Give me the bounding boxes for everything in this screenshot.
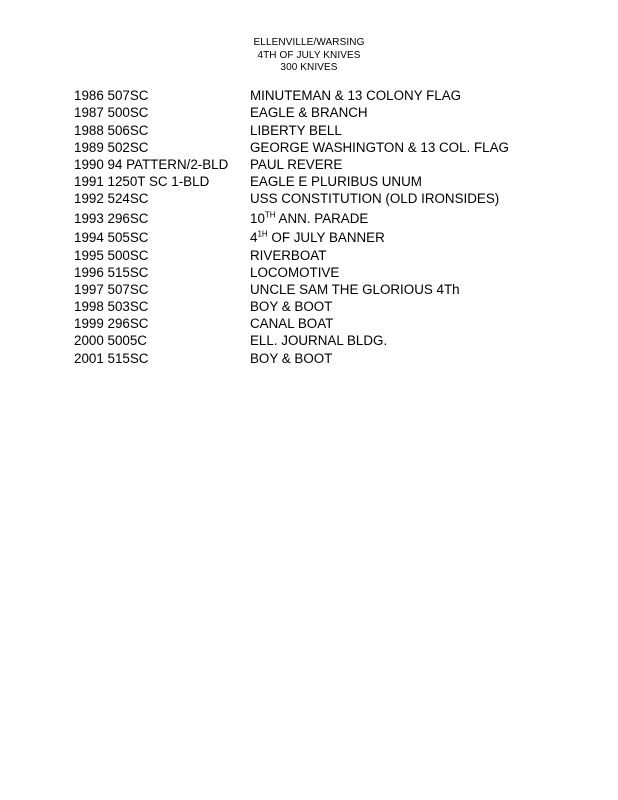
year-model: 1995 500SC: [74, 247, 149, 263]
knife-description: GEORGE WASHINGTON & 13 COL. FLAG: [250, 139, 509, 155]
list-item: [0, 331, 618, 348]
year-model: 1994 505SC: [74, 230, 149, 246]
year-model: 1996 515SC: [74, 264, 149, 280]
list-item: [0, 263, 618, 280]
description-number: 10: [250, 210, 265, 226]
year-model: 1998 503SC: [74, 299, 149, 315]
knife-description: EAGLE & BRANCH: [250, 105, 368, 121]
knife-list: [0, 86, 618, 366]
list-item: [0, 297, 618, 314]
year-model: 1997 507SC: [74, 281, 149, 297]
list-item: [0, 172, 618, 189]
knife-description: [250, 211, 368, 226]
year-model: 1989 502SC: [74, 139, 149, 155]
list-item: [0, 206, 618, 226]
knife-description: BOY & BOOT: [250, 350, 333, 366]
header-title: ELLENVILLE/WARSING: [253, 37, 365, 48]
list-item: [0, 138, 618, 155]
knife-description: LOCOMOTIVE: [250, 264, 340, 280]
knife-description: RIVERBOAT: [250, 247, 327, 263]
year-model: 1992 524SC: [74, 191, 149, 207]
year-model: 2000 5005C: [74, 333, 147, 349]
knife-description: PAUL REVERE: [250, 156, 343, 172]
list-item: [0, 245, 618, 262]
year-model: 1999 296SC: [74, 316, 149, 332]
ordinal-suffix: 1H: [257, 229, 268, 239]
knife-description: BOY & BOOT: [250, 299, 333, 315]
knife-description: LIBERTY BELL: [250, 122, 342, 138]
description-text: ANN. PARADE: [275, 210, 369, 226]
knife-description: USS CONSTITUTION (OLD IRONSIDES): [250, 191, 500, 207]
year-model: 2001 515SC: [74, 350, 149, 366]
knife-description: CANAL BOAT: [250, 316, 334, 332]
list-item: [0, 86, 618, 103]
knife-description: MINUTEMAN & 13 COLONY FLAG: [250, 88, 462, 104]
list-item: [0, 103, 618, 120]
ordinal-suffix: TH: [264, 210, 276, 220]
list-item: [0, 155, 618, 172]
year-model: 1990 94 PATTERN/2-BLD: [74, 156, 229, 172]
list-item: [0, 314, 618, 331]
year-model: 1991 1250T SC 1-BLD: [74, 174, 210, 190]
list-item: [0, 226, 618, 246]
knife-description: ELL. JOURNAL BLDG.: [250, 333, 388, 349]
description-text: OF JULY BANNER: [267, 230, 385, 246]
year-model: 1993 296SC: [74, 210, 149, 226]
list-item: [0, 348, 618, 365]
knife-description: EAGLE E PLURIBUS UNUM: [250, 174, 422, 190]
year-model: 1987 500SC: [74, 105, 149, 121]
list-item: [0, 120, 618, 137]
list-item: [0, 189, 618, 206]
year-model: 1988 506SC: [74, 122, 149, 138]
description-number: 4: [250, 230, 258, 246]
year-model: 1986 507SC: [74, 88, 149, 104]
header-subtitle: 4TH OF JULY KNIVES: [257, 49, 361, 61]
header-quantity: 300 KNIVES: [280, 62, 338, 73]
knife-description: [250, 230, 385, 245]
knife-description: UNCLE SAM THE GLORIOUS 4Th: [250, 281, 460, 297]
document-header: [0, 37, 618, 75]
list-item: [0, 280, 618, 297]
